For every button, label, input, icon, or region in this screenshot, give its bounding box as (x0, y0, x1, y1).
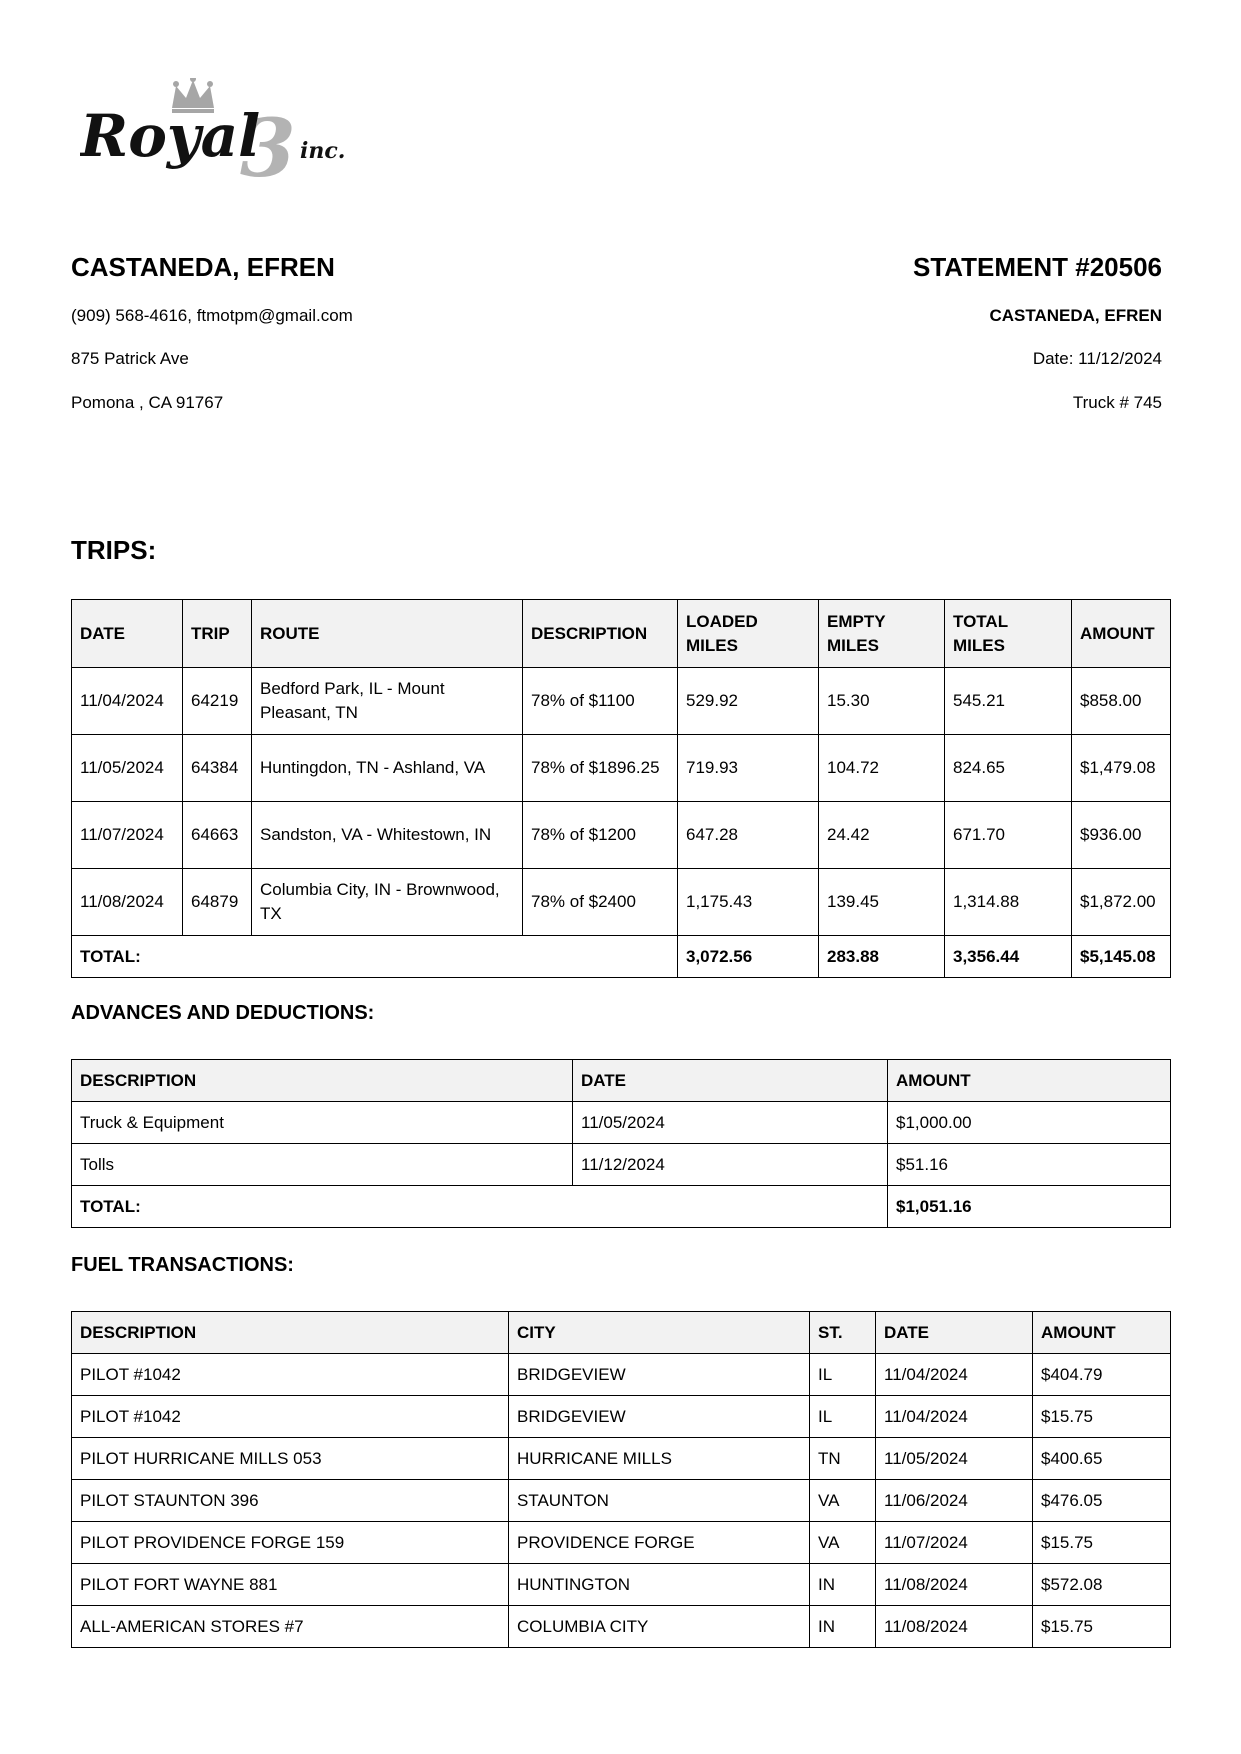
driver-name: CASTANEDA, EFREN (71, 252, 335, 282)
fuel-date: 11/08/2024 (876, 1564, 1033, 1606)
statement-truck: Truck # 745 (1072, 393, 1162, 412)
col-description: DESCRIPTION (72, 1312, 509, 1354)
trips-total-label: TOTAL: (72, 936, 678, 978)
advance-description: Truck & Equipment (72, 1102, 573, 1144)
trip-route: Columbia City, IN - Brownwood, TX (252, 869, 523, 936)
col-description: DESCRIPTION (523, 600, 678, 668)
table-row (72, 1564, 1171, 1606)
fuel-amount: $476.05 (1033, 1480, 1171, 1522)
col-description: DESCRIPTION (72, 1060, 573, 1102)
trip-date: 11/07/2024 (72, 802, 183, 869)
logo-suffix: inc. (300, 138, 346, 164)
trip-loaded-miles: 719.93 (678, 735, 819, 802)
table-row (72, 869, 1171, 936)
trip-total-miles: 824.65 (945, 735, 1072, 802)
advances-total-amount: $1,051.16 (888, 1186, 1171, 1228)
col-amount: AMOUNT (888, 1060, 1171, 1102)
advances-total-label: TOTAL: (72, 1186, 888, 1228)
trips-title: TRIPS: (71, 535, 157, 565)
trip-number: 64663 (183, 802, 252, 869)
table-row (72, 668, 1171, 735)
fuel-amount: $404.79 (1033, 1354, 1171, 1396)
advance-date: 11/12/2024 (573, 1144, 888, 1186)
trip-date: 11/04/2024 (72, 668, 183, 735)
fuel-description: PILOT HURRICANE MILLS 053 (72, 1438, 509, 1480)
trip-empty-miles: 24.42 (819, 802, 945, 869)
statement-name: CASTANEDA, EFREN (989, 306, 1162, 325)
table-row (72, 1396, 1171, 1438)
statement-info (602, 250, 1162, 414)
col-amount: AMOUNT (1072, 600, 1171, 668)
fuel-city: BRIDGEVIEW (509, 1396, 810, 1438)
fuel-city: BRIDGEVIEW (509, 1354, 810, 1396)
fuel-description: PILOT STAUNTON 396 (72, 1480, 509, 1522)
trip-loaded-miles: 529.92 (678, 668, 819, 735)
fuel-description: PILOT PROVIDENCE FORGE 159 (72, 1522, 509, 1564)
fuel-description: PILOT #1042 (72, 1396, 509, 1438)
fuel-amount: $572.08 (1033, 1564, 1171, 1606)
col-loaded-miles: LOADED MILES (678, 600, 819, 668)
trip-description: 78% of $1200 (523, 802, 678, 869)
fuel-city: HUNTINGTON (509, 1564, 810, 1606)
advance-date: 11/05/2024 (573, 1102, 888, 1144)
advances-table (71, 1059, 1171, 1228)
trip-description: 78% of $1100 (523, 668, 678, 735)
col-date: DATE (573, 1060, 888, 1102)
fuel-description: ALL-AMERICAN STORES #7 (72, 1606, 509, 1648)
trip-route: Huntingdon, TN - Ashland, VA (252, 735, 523, 802)
trip-empty-miles: 104.72 (819, 735, 945, 802)
fuel-description: PILOT #1042 (72, 1354, 509, 1396)
trip-route: Sandston, VA - Whitestown, IN (252, 802, 523, 869)
trip-date: 11/05/2024 (72, 735, 183, 802)
table-row (72, 1438, 1171, 1480)
table-row (72, 1522, 1171, 1564)
advance-description: Tolls (72, 1144, 573, 1186)
fuel-date: 11/04/2024 (876, 1354, 1033, 1396)
trips-total-empty: 283.88 (819, 936, 945, 978)
col-trip: TRIP (183, 600, 252, 668)
trip-empty-miles: 139.45 (819, 869, 945, 936)
advances-title: ADVANCES AND DEDUCTIONS: (71, 1002, 375, 1024)
table-row (72, 1354, 1171, 1396)
fuel-date: 11/07/2024 (876, 1522, 1033, 1564)
col-state: ST. (810, 1312, 876, 1354)
trip-route: Bedford Park, IL - Mount Pleasant, TN (252, 668, 523, 735)
logo-word: Royal (80, 102, 261, 170)
col-total-miles: TOTAL MILES (945, 600, 1072, 668)
fuel-date: 11/04/2024 (876, 1396, 1033, 1438)
col-route: ROUTE (252, 600, 523, 668)
trip-total-miles: 1,314.88 (945, 869, 1072, 936)
driver-info (71, 250, 631, 414)
advance-amount: $51.16 (888, 1144, 1171, 1186)
fuel-date: 11/08/2024 (876, 1606, 1033, 1648)
advances-total-row (72, 1186, 1171, 1228)
trips-total-amount: $5,145.08 (1072, 936, 1171, 978)
fuel-table (71, 1311, 1171, 1648)
trip-date: 11/08/2024 (72, 869, 183, 936)
col-empty-miles: EMPTY MILES (819, 600, 945, 668)
fuel-state: IL (810, 1354, 876, 1396)
advances-header-row (72, 1060, 1171, 1102)
driver-contact: (909) 568-4616, ftmotpm@gmail.com (71, 306, 353, 325)
fuel-amount: $15.75 (1033, 1522, 1171, 1564)
trip-amount: $1,872.00 (1072, 869, 1171, 936)
col-date: DATE (72, 600, 183, 668)
col-city: CITY (509, 1312, 810, 1354)
trips-total-row (72, 936, 1171, 978)
trip-description: 78% of $1896.25 (523, 735, 678, 802)
fuel-date: 11/06/2024 (876, 1480, 1033, 1522)
trip-number: 64879 (183, 869, 252, 936)
driver-street: 875 Patrick Ave (71, 349, 189, 368)
fuel-date: 11/05/2024 (876, 1438, 1033, 1480)
trip-total-miles: 545.21 (945, 668, 1072, 735)
trip-amount: $1,479.08 (1072, 735, 1171, 802)
fuel-amount: $15.75 (1033, 1606, 1171, 1648)
trips-total-miles: 3,356.44 (945, 936, 1072, 978)
statement-date: Date: 11/12/2024 (1032, 349, 1162, 368)
fuel-state: VA (810, 1480, 876, 1522)
table-row (72, 1144, 1171, 1186)
trip-loaded-miles: 1,175.43 (678, 869, 819, 936)
fuel-amount: $400.65 (1033, 1438, 1171, 1480)
fuel-city: PROVIDENCE FORGE (509, 1522, 810, 1564)
table-row (72, 802, 1171, 869)
driver-city: Pomona , CA 91767 (71, 393, 224, 412)
trip-empty-miles: 15.30 (819, 668, 945, 735)
trip-amount: $936.00 (1072, 802, 1171, 869)
table-row (72, 1102, 1171, 1144)
trips-table (71, 599, 1171, 978)
trip-amount: $858.00 (1072, 668, 1171, 735)
col-date: DATE (876, 1312, 1033, 1354)
fuel-state: IN (810, 1564, 876, 1606)
fuel-city: STAUNTON (509, 1480, 810, 1522)
fuel-state: IN (810, 1606, 876, 1648)
trip-number: 64384 (183, 735, 252, 802)
trips-header-row (72, 600, 1171, 668)
fuel-title: FUEL TRANSACTIONS: (71, 1254, 294, 1276)
fuel-state: IL (810, 1396, 876, 1438)
col-amount: AMOUNT (1033, 1312, 1171, 1354)
trip-total-miles: 671.70 (945, 802, 1072, 869)
company-logo (80, 78, 380, 188)
advance-amount: $1,000.00 (888, 1102, 1171, 1144)
logo-numeral: 3 (240, 101, 296, 188)
fuel-state: TN (810, 1438, 876, 1480)
table-row (72, 1480, 1171, 1522)
fuel-city: HURRICANE MILLS (509, 1438, 810, 1480)
table-row (72, 1606, 1171, 1648)
statement-title: STATEMENT #20506 (912, 252, 1162, 282)
fuel-state: VA (810, 1522, 876, 1564)
trip-description: 78% of $2400 (523, 869, 678, 936)
fuel-amount: $15.75 (1033, 1396, 1171, 1438)
table-row (72, 735, 1171, 802)
fuel-city: COLUMBIA CITY (509, 1606, 810, 1648)
fuel-description: PILOT FORT WAYNE 881 (72, 1564, 509, 1606)
trips-total-loaded: 3,072.56 (678, 936, 819, 978)
trip-loaded-miles: 647.28 (678, 802, 819, 869)
fuel-header-row (72, 1312, 1171, 1354)
trip-number: 64219 (183, 668, 252, 735)
